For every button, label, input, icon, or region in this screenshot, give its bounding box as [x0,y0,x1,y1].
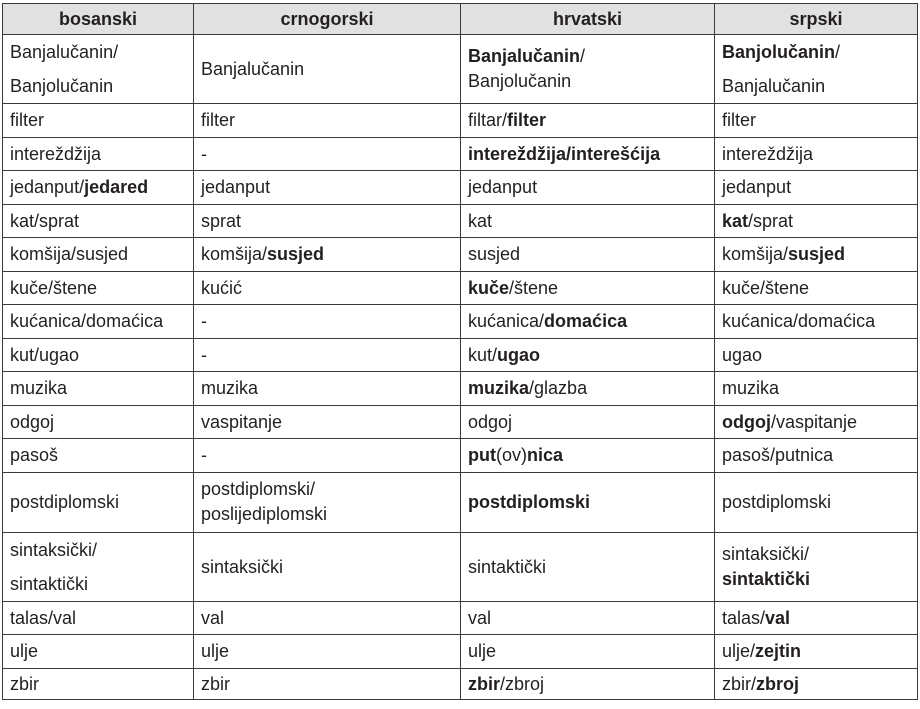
term-text: Banjalučanin/ [10,42,119,62]
table-cell-bosanski [3,104,194,138]
cell-line [10,490,186,514]
bold-term: muzika [468,378,530,399]
term-text: kućić [201,277,243,298]
column-header-hrvatski: hrvatski [461,4,715,35]
term-text: Banjolučanin [468,71,572,91]
term-text: Banjolučanin [10,76,114,96]
table-cell-hrvatski [461,668,715,699]
bold-term: zejtin [755,641,802,662]
table-cell-crnogorski [194,137,461,171]
cell-line [722,606,910,630]
cell-line [201,443,453,467]
term-text: pasoš [10,445,59,466]
table-row [3,305,918,339]
cell-line [201,672,453,696]
column-header-bosanski: bosanski [3,4,194,35]
cell-line [468,44,707,69]
term-text: vaspitanje [201,411,283,432]
cell-line [468,639,707,663]
term-text: - [201,344,207,365]
bold-term: Banjolučanin [722,42,836,62]
cell-line [201,108,453,132]
column-header-crnogorski: crnogorski [194,4,461,35]
column-header-srpski: srpski [715,4,918,35]
term-text: odgoj [10,411,55,432]
table-cell-srpski [715,35,918,104]
cell-line [722,542,910,567]
table-cell-srpski [715,372,918,406]
cell-line [201,309,453,333]
table-row [3,372,918,406]
table-cell-bosanski [3,601,194,635]
table-cell-crnogorski [194,204,461,238]
term-text: ugao [722,344,763,365]
cell-line [722,343,910,367]
cell-line [10,343,186,367]
cell-line [468,108,707,132]
cell-line [468,142,707,166]
table-cell-hrvatski [461,372,715,406]
bold-term: Banjalučanin [468,46,581,66]
term-text: kućanica/domaćica [10,311,164,332]
term-text: val [468,607,492,628]
term-text: komšija/ [722,244,789,265]
cell-line [468,309,707,333]
bold-term: odgoj [722,411,771,432]
cell-line [10,242,186,266]
term-text: poslijediplomski [201,504,328,524]
term-text: kućanica/domaćica [722,311,876,332]
term-text: sintaktički [10,573,89,594]
term-text: sintaksički/ [10,539,98,560]
cell-line [468,490,707,514]
term-text: val [201,607,225,628]
table-row [3,137,918,171]
table-row [3,668,918,699]
cell-line [201,606,453,630]
term-text: postdiplomski [10,492,120,512]
term-text: - [201,311,207,332]
cell-line [468,376,707,400]
cell-line [10,606,186,630]
table-row [3,271,918,305]
table-body [3,35,918,700]
bold-term: val [765,607,791,628]
table-cell-bosanski [3,35,194,104]
cell-line [10,376,186,400]
cell-line [468,410,707,434]
bold-term: put [468,445,496,466]
term-text: ulje/ [722,641,756,662]
table-cell-crnogorski [194,472,461,532]
cell-line [10,410,186,434]
term-text: /sprat [748,210,794,231]
cell-line [468,672,707,696]
table-row [3,338,918,372]
cell-line [722,276,910,300]
cell-line [10,108,186,132]
term-text: pasoš/putnica [722,445,834,466]
term-text: intereždžija [722,143,814,164]
cell-line [722,175,910,199]
cell-line [10,533,186,567]
cell-line [201,175,453,199]
cell-line [468,276,707,300]
bold-term: zbir [468,673,501,694]
table-cell-hrvatski [461,601,715,635]
term-text: / [835,42,841,62]
term-text: kut/ugao [10,344,80,365]
term-text: intereždžija [10,143,102,164]
table-cell-srpski [715,472,918,532]
table-cell-bosanski [3,137,194,171]
cell-line [201,142,453,166]
cell-line [468,209,707,233]
table-cell-hrvatski [461,271,715,305]
table-cell-bosanski [3,635,194,669]
table-cell-srpski [715,405,918,439]
term-text: komšija/ [201,244,268,265]
table-row [3,104,918,138]
cell-line [468,443,707,467]
table-cell-bosanski [3,668,194,699]
bold-term: kuče [468,277,510,298]
cell-line [722,672,910,696]
table-cell-crnogorski [194,439,461,473]
table-cell-crnogorski [194,405,461,439]
table-row [3,601,918,635]
term-text: /štene [509,277,559,298]
term-text: filtar/ [468,110,508,131]
cell-line [10,567,186,601]
term-text: zbir [201,673,231,694]
cell-line [468,555,707,579]
bold-term: kat [722,210,749,231]
term-text: ulje [201,641,230,662]
table-cell-bosanski [3,238,194,272]
table-cell-srpski [715,305,918,339]
cell-line [468,175,707,199]
term-text: kućanica/ [468,311,545,332]
term-text: /glazba [529,378,588,399]
table-cell-bosanski [3,372,194,406]
term-text: postdiplomski/ [201,479,316,499]
term-text: (ov) [495,445,527,466]
cell-line [722,639,910,663]
table-cell-crnogorski [194,372,461,406]
table-cell-crnogorski [194,238,461,272]
term-text: jedanput [201,177,271,198]
table-cell-srpski [715,171,918,205]
cell-line [10,69,186,103]
table-row [3,204,918,238]
table-cell-crnogorski [194,305,461,339]
term-text: kuče/štene [722,277,810,298]
cell-line [468,242,707,266]
bold-term: nica [526,445,564,466]
cell-line [201,242,453,266]
cell-line [201,502,453,527]
term-text: filter [10,110,45,131]
table-cell-crnogorski [194,601,461,635]
cell-line [10,443,186,467]
term-text: muzika [10,378,68,399]
term-text: jedanput [468,177,538,198]
table-cell-srpski [715,532,918,601]
term-text: kat/sprat [10,210,80,231]
cell-line [468,343,707,367]
table-cell-hrvatski [461,532,715,601]
table-cell-bosanski [3,305,194,339]
cell-line [201,410,453,434]
table-cell-srpski [715,238,918,272]
table-cell-bosanski [3,472,194,532]
table-cell-srpski [715,668,918,699]
bold-term: ugao [497,344,541,365]
table-cell-srpski [715,635,918,669]
bold-term: zbroj [756,673,800,694]
cell-line [722,142,910,166]
cell-line [10,175,186,199]
table-header [3,4,918,35]
table-cell-srpski [715,204,918,238]
bold-term: jedared [84,177,149,198]
term-text: /zbroj [500,673,545,694]
cell-line [722,567,910,592]
table-cell-crnogorski [194,635,461,669]
cell-line [722,69,910,103]
table-cell-bosanski [3,405,194,439]
cell-line [10,142,186,166]
table-row [3,171,918,205]
table-cell-srpski [715,338,918,372]
cell-line [722,443,910,467]
bold-term: filter [507,110,547,131]
table-cell-hrvatski [461,204,715,238]
header-row [3,4,918,35]
table-wrapper [2,3,918,700]
term-text: filter [201,110,236,131]
term-text: sintaksički [201,556,284,577]
bold-term: intereždžija/interešćija [468,143,661,164]
term-text: sintaksički/ [722,543,810,564]
term-text: ulje [468,641,497,662]
table-cell-crnogorski [194,338,461,372]
term-text: talas/ [722,607,766,628]
table-cell-bosanski [3,271,194,305]
term-text: filter [722,110,757,131]
bold-term: domaćica [544,311,628,332]
term-text: zbir [10,673,40,694]
cell-line [722,108,910,132]
term-text: kat [468,210,493,231]
table-cell-hrvatski [461,238,715,272]
cell-line [10,672,186,696]
table-row [3,439,918,473]
table-row [3,532,918,601]
term-text: muzika [201,378,259,399]
bold-term: postdiplomski [468,492,591,512]
table-cell-hrvatski [461,635,715,669]
cell-line [10,209,186,233]
cell-line [201,343,453,367]
cell-line [468,606,707,630]
table-row [3,35,918,104]
table-cell-hrvatski [461,472,715,532]
table-cell-crnogorski [194,171,461,205]
term-text: postdiplomski [722,492,832,512]
term-text: muzika [722,378,780,399]
table-cell-hrvatski [461,405,715,439]
bold-term: sintaktički [722,568,811,589]
term-text: /vaspitanje [770,411,858,432]
term-text: komšija/susjed [10,244,129,265]
term-text: Banjalučanin [722,76,826,96]
term-text: talas/val [10,607,77,628]
table-cell-hrvatski [461,137,715,171]
term-text: susjed [468,244,521,265]
table-cell-hrvatski [461,305,715,339]
cell-line [722,35,910,69]
term-text: sintaktički [468,556,547,577]
cell-line [10,639,186,663]
table-cell-crnogorski [194,271,461,305]
table-cell-bosanski [3,338,194,372]
cell-line [722,376,910,400]
term-text: kuče/štene [10,277,98,298]
cell-line [201,639,453,663]
table-cell-srpski [715,137,918,171]
cell-line [722,490,910,514]
term-text: zbir/ [722,673,757,694]
table-cell-bosanski [3,532,194,601]
bold-term: susjed [267,244,325,265]
cell-line [722,242,910,266]
table-cell-srpski [715,104,918,138]
table-cell-crnogorski [194,35,461,104]
table-cell-crnogorski [194,532,461,601]
cell-line [201,376,453,400]
table-cell-crnogorski [194,668,461,699]
term-text: kut/ [468,344,498,365]
term-text: odgoj [468,411,513,432]
term-text: jedanput/ [10,177,85,198]
table-cell-bosanski [3,204,194,238]
table-cell-hrvatski [461,439,715,473]
term-text: jedanput [722,177,792,198]
term-text: Banjalučanin [201,59,305,79]
cell-line [10,276,186,300]
term-text: sprat [201,210,242,231]
table-cell-crnogorski [194,104,461,138]
cell-line [722,309,910,333]
term-text: - [201,445,207,466]
cell-line [722,209,910,233]
table-cell-srpski [715,601,918,635]
term-text: ulje [10,641,39,662]
table-row [3,405,918,439]
cell-line [468,69,707,94]
table-cell-hrvatski [461,338,715,372]
table-cell-bosanski [3,171,194,205]
table-cell-hrvatski [461,35,715,104]
table-cell-bosanski [3,439,194,473]
table-cell-hrvatski [461,171,715,205]
table-cell-hrvatski [461,104,715,138]
cell-line [201,57,453,81]
table-cell-srpski [715,271,918,305]
cell-line [201,477,453,502]
cell-line [722,410,910,434]
term-text: - [201,143,207,164]
term-text: / [580,46,586,66]
bold-term: susjed [788,244,846,265]
table-row [3,472,918,532]
cell-line [10,309,186,333]
table-row [3,635,918,669]
table-cell-srpski [715,439,918,473]
cell-line [201,209,453,233]
cell-line [201,555,453,579]
language-comparison-table [2,3,918,700]
cell-line [10,35,186,69]
cell-line [201,276,453,300]
table-row [3,238,918,272]
